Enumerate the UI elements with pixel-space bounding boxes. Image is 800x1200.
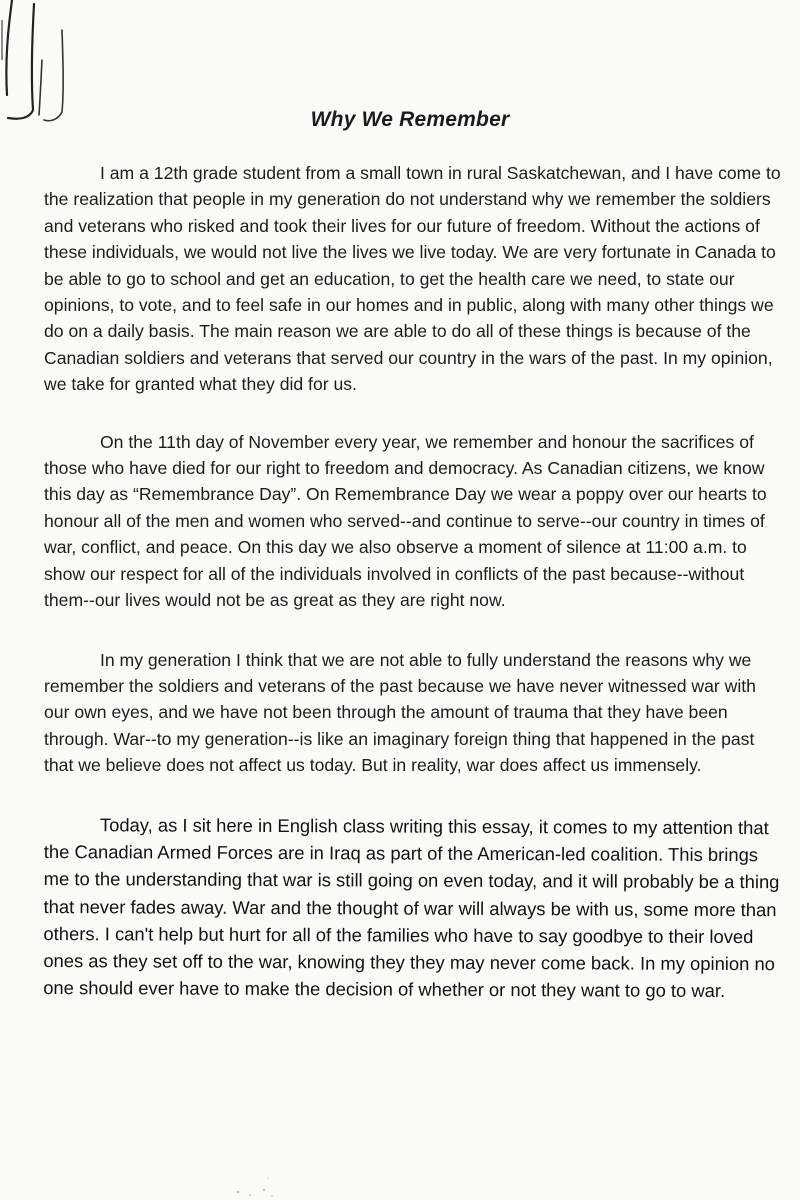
scan-specks [230, 1170, 290, 1200]
document-body [44, 160, 784, 1001]
document-title: Why We Remember [310, 108, 510, 131]
paragraph-3: In my generation I think that we are not able to fully understand the reasons why we remember the soldiers and veterans of the past because we have never witnessed war with our own eyes, and we have not been through the amount of trauma that they have been through. War--to my generation--is like an imaginary foreign thing that happened in the past that we believe does not affect us today. But in reality, war does affect us immensely. [44, 649, 756, 776]
paragraph-2: On the 11th day of November every year, we remember and honour the sacrifices of those who have died for our right to freedom and democracy. As Canadian citizens, we know this day as “Remembrance Day”. On Remembrance Day we wear a poppy over our hearts to honour all of the men and women who served--and continue to serve--our country in times of war, conflict, and peace. On this day we also observe a moment of silence at 11:00 a.m. to show our respect for all of the individuals involved in conflicts of the past because--without them--our lives would not be as great as they are right now. [44, 431, 767, 611]
paragraph-1: I am a 12th grade student from a small town in rural Saskatchewan, and I have come to the realization that people in my generation do not understand why we remember the soldiers and veterans who risked and took their lives for our future of freedom. Without the actions of these individuals, we would not live the lives we live today. We are very fortunate in Canada to be able to go to school and get an education, to get the health care we need, to state our opinions, to vote, and to feel safe in our homes and in public, along with many other things we do on a daily basis. The main reason we are able to do all of these things is because of the Canadian soldiers and veterans that served our country in the wars of the past. In my opinion, we take for granted what they did for us. [44, 163, 781, 395]
paragraph-4: Today, as I sit here in English class writing this essay, it comes to my attention that the Canadian Armed Forces are in Iraq as part of the American-led coalition. This brings me to the understanding that war is still going on even today, and it will probably be a thing that never fades away. War and the thought of war will always be with us, some more than others. I can't help but hurt for all of the families who have to say goodbye to their loved ones as they set off to the war, knowing they they may never come back. In my opinion no one should ever have to make the decision of whether or not they want to go to war. [43, 813, 780, 1001]
